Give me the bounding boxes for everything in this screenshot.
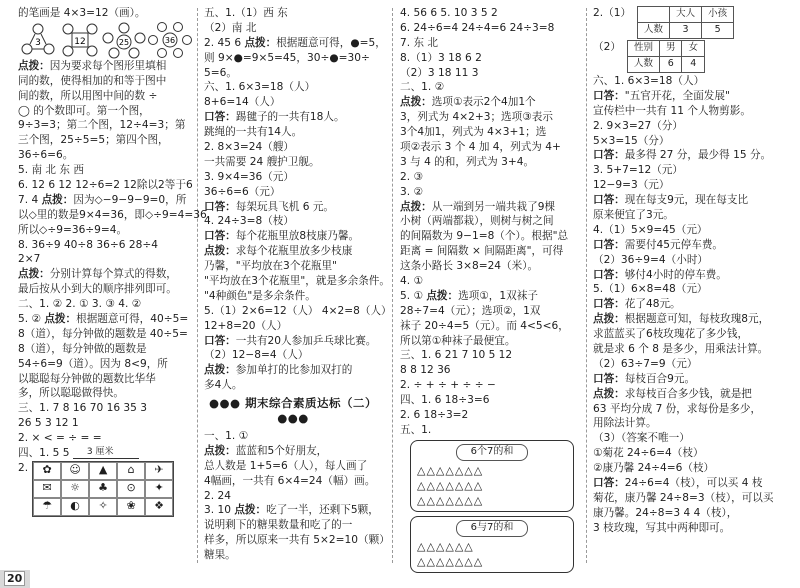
column-2 <box>204 6 392 563</box>
keyword-label: 口答： <box>593 149 625 162</box>
text-line: 54÷6=9（道）。因为 8<9，所 <box>18 357 168 370</box>
circle-figures <box>18 22 192 58</box>
table-header: 大人 <box>670 7 702 23</box>
text-line: 2. 8×3=24（艘） <box>204 141 294 154</box>
text-line: 63 平均分成 7 份，求每份是多少， <box>593 402 762 415</box>
text-line: 原来便宜了3元。 <box>593 209 674 222</box>
text-line: 28÷7=4（元）；选项②，1双 <box>400 304 541 317</box>
text-line: 的间隔数为 9−1=8（个）。根据"总 <box>400 230 569 243</box>
text-line: 2. 9×3=27（分） <box>593 119 683 132</box>
picture-cell-icon: ☼ <box>61 480 89 498</box>
triangle-row-icon: △△△△△△ <box>417 539 474 553</box>
text-line: 袜子 20÷4=5（元）。而 4<5<6， <box>400 319 569 332</box>
keyword-label: 口答： <box>593 238 625 251</box>
picture-cell-icon: ☺ <box>61 462 89 480</box>
keyword-label: 口答： <box>593 372 625 385</box>
text-line: 4. 56 6 5. 10 3 5 2 <box>400 7 498 19</box>
text-line: 口答：现在每支9元，现在每支比 <box>593 194 749 207</box>
text-line: 3 与 4 的和，列式为 3+4。 <box>400 155 535 168</box>
triangle-row-icon: △△△△△△△ <box>417 478 484 492</box>
picture-cell-icon: ✉ <box>33 480 61 498</box>
text-line: 六、1. 6×3=18（人） <box>204 81 316 94</box>
text-line: 2. 24 <box>204 489 231 502</box>
text-line: 二、1. ② 2. ① 3. ③ 4. ② <box>18 298 142 311</box>
keyword-label: 口答： <box>593 194 625 207</box>
keyword-label: 口答： <box>204 200 236 213</box>
gender-table <box>627 40 705 73</box>
picture-cell-icon: ❖ <box>145 498 173 516</box>
picture-cell-icon: ✈ <box>145 462 173 480</box>
text-line: （2）36÷9=4（小时） <box>593 253 709 266</box>
text-line: 六、1. 6×3=18（人） <box>593 75 705 87</box>
section-title <box>204 396 382 426</box>
keyword-label: 点拨： <box>204 364 236 377</box>
text-line: ②康乃馨 24÷4=6（枝） <box>593 462 715 475</box>
text-line: 所以第①种袜子最便宜。 <box>400 334 516 347</box>
text-line: 小树（两端都栽），则树与树之间 <box>400 215 554 228</box>
triangle-box-header: 6与7的和 <box>456 520 528 537</box>
text-line: 8（道），每分钟做的题数是 <box>18 342 147 355</box>
circle-figure-pentagon-icon <box>102 22 146 58</box>
keyword-label: 点拨： <box>400 200 432 213</box>
keyword-label: 点拨： <box>593 387 625 400</box>
keyword-label: 口答： <box>593 477 625 490</box>
text-line: 点拨：求每个花瓶里放多少枝康 <box>204 245 353 258</box>
circle-number: 36 <box>164 35 176 45</box>
text-line: 康乃馨。24÷8=3 4 4（枝）， <box>593 506 738 519</box>
keyword-label: 口答： <box>204 111 236 124</box>
table-header: 小孩 <box>702 7 734 23</box>
text-line: 6. 24÷6=4 24÷4=6 24÷3=8 <box>400 21 555 34</box>
table-header: 男 <box>659 41 682 57</box>
section-title-dots: ●●● <box>277 411 309 426</box>
picture-cell-icon: ⌂ <box>117 462 145 480</box>
keyword-label: 点拨： <box>400 96 432 109</box>
text-line: 5=6。 <box>204 66 237 79</box>
text-line: 8 8 12 36 <box>400 364 451 377</box>
text-line: 26 5 3 12 1 <box>18 417 79 430</box>
table-header: 女 <box>682 41 705 57</box>
text-line: 的笔画是 4×3=12（画）。 <box>18 7 146 19</box>
column-divider-2 <box>392 8 393 563</box>
text-line: 三、1. 7 8 16 70 16 35 3 <box>18 402 148 415</box>
text-line: 乃馨，"平均放在3个花瓶里" <box>204 260 338 273</box>
circle-number: 25 <box>118 37 130 47</box>
text-line: 点拨：根据题意可知，每枝玫瑰8元， <box>593 313 770 326</box>
text-line: 5. ② 点拨：根据题意可得，40÷5= <box>18 313 189 326</box>
text-line: 7. 东 北 <box>400 36 439 49</box>
question-label: （2） <box>593 41 621 53</box>
text-line: 口答：够付4小时的停车费。 <box>593 268 727 281</box>
text-line: 2×7 <box>18 253 41 266</box>
text-line: 5.（1）6×8=48（元） <box>593 283 708 296</box>
circle-number: 3 <box>35 37 41 48</box>
text-line: 4.（1）5×9=45（元） <box>593 223 708 236</box>
picture-cell-icon: ◐ <box>61 498 89 516</box>
text-line: 3个4加1，列式为 4×3+1；选 <box>400 126 547 139</box>
text-line: 2. × < = ÷ = = <box>18 432 102 445</box>
section-title-text: 期末综合素质达标（二） <box>245 396 378 411</box>
triangle-box-6plus7 <box>410 516 574 573</box>
text-line: 口答：每个花瓶里放8枝康乃馨。 <box>204 230 360 243</box>
text-line: （2）12−8=4（人） <box>204 349 309 362</box>
text-line: 口答：24÷6=4（枝），可以买 4 枝 <box>593 477 763 490</box>
text-line: 用除法计算。 <box>593 417 657 430</box>
text-line: 距离 = 间隔数 × 间隔距离"，可得 <box>400 245 564 258</box>
text-line: 3 枝玫瑰，写其中两种即可。 <box>593 521 731 534</box>
table-row-2 <box>593 40 783 74</box>
text-line: 点拨：参加单打的比参加双打的 <box>204 364 353 377</box>
circle-figure-hexagon-icon <box>148 22 192 58</box>
text-line: 5. 南 北 东 西 <box>18 164 84 177</box>
text-line: 口答：最多得 27 分，最少得 15 分。 <box>593 149 772 162</box>
text-line: 一、1. ① <box>204 429 249 442</box>
table-cell: 6 <box>659 56 682 72</box>
keyword-label: 口答： <box>204 334 236 347</box>
question-label: 2.（1） <box>593 7 632 19</box>
text-line: "4种颜色"是多余条件。 <box>204 289 316 302</box>
keyword-label: 点拨： <box>204 245 236 258</box>
text-line: 点拨：从一端到另一端共栽了9棵 <box>400 200 556 213</box>
circle-figure-triangle-icon <box>18 22 58 58</box>
text-line: 二、1. ② <box>400 81 445 94</box>
text-line: 口答：一共有20人参加乒乓球比赛。 <box>204 334 377 347</box>
keyword-label: 点拨： <box>244 36 277 49</box>
column-divider-3 <box>586 8 587 563</box>
text-line: （2）3 18 11 3 <box>400 66 479 79</box>
text-line: 3. 5+7=12（元） <box>593 164 683 177</box>
text-line: 8. 36÷9 40÷8 36÷6 28÷4 <box>18 238 158 251</box>
text-line: 8（道），每分钟做的题数是 40÷5= <box>18 327 188 340</box>
table-cell: 3 <box>670 22 702 38</box>
text-line: 宣传栏中一共有 11 个人物剪影。 <box>593 104 751 117</box>
keyword-label: 口答： <box>204 230 236 243</box>
page-number: 20 <box>4 571 25 586</box>
text-line: 6. 12 6 12 12÷6=2 12除以2等于6 <box>18 179 193 192</box>
text-line: 以聪聪每分钟做的题数比华华 <box>18 372 156 385</box>
text-line: 糖果。 <box>204 549 236 562</box>
table-cell: 人数 <box>638 22 670 38</box>
table-cell: 人数 <box>627 56 659 72</box>
keyword-label: 口答： <box>593 89 625 102</box>
triangle-row-icon: △△△△△△△ <box>417 463 484 477</box>
text-line-with-ruler <box>18 446 192 461</box>
picture-cell-icon: ⊙ <box>117 480 145 498</box>
text-line: 说明剩下的糖果数量和吃了的一 <box>204 519 353 532</box>
keyword-label: 点拨： <box>41 193 74 206</box>
text-line: 间的数，所以用图中间的数 ÷ <box>18 89 158 102</box>
triangle-row-icon: △△△△△△△ <box>417 554 484 568</box>
people-table <box>637 6 734 39</box>
text-line: 2. <box>18 461 29 474</box>
text-line: （2）63÷7=9（元） <box>593 357 698 370</box>
keyword-label: 口答： <box>593 268 625 281</box>
text-line: 点拨：求每枝百合多少钱，就是把 <box>593 387 752 400</box>
text-line: 最后按从小到大的顺序排列即可。 <box>18 283 177 296</box>
text-line: 多4人。 <box>204 379 243 392</box>
text-line: 口答：踢毽子的一共有18人。 <box>204 111 345 124</box>
text-line: 总人数是 1+5=6（人），每人画了 <box>204 459 368 472</box>
picture-cell-icon: ✦ <box>145 480 173 498</box>
text-line: 口答：每枝百合9元。 <box>593 372 696 385</box>
text-line: 四、1. 6 18÷3=6 <box>400 394 490 407</box>
text-line: 3，列式为 4×2+3；选项③表示 <box>400 111 553 124</box>
text-line: 点拨：蓝蓝和5个好朋友， <box>204 444 328 457</box>
text-line: 36÷6=6（元） <box>204 185 281 198</box>
text-line: 点拨：因为要求每个图形里填相 <box>18 59 167 72</box>
triangle-box-6x7 <box>410 440 574 512</box>
text-line: （2）南 北 <box>204 21 257 34</box>
keyword-label: 点拨： <box>18 59 50 72</box>
picture-cell-icon: ♣ <box>89 480 117 498</box>
text-line: 一共需要 24 艘护卫舰。 <box>204 155 320 168</box>
text-line: ◯ 的个数即可。第一个图， <box>18 104 150 117</box>
text-line: 12+8=20（人） <box>204 319 288 332</box>
text-line: 9÷3=3；第二个图，12÷4=3；第 <box>18 119 186 132</box>
table-header <box>638 7 670 23</box>
text-line: 7. 4 点拨：因为◇−9−9−9=0，所 <box>18 193 187 206</box>
keyword-label: 点拨： <box>18 268 50 281</box>
table-cell: 4 <box>682 56 705 72</box>
picture-grid <box>32 461 174 517</box>
text-line: 2. 45 6 点拨：根据题意可得，●=5， <box>204 36 386 49</box>
text-line: 口答："五官开花，全面发展" <box>593 89 730 102</box>
text-line: 四、1. 5 5 <box>18 447 70 460</box>
text-line: 就是求 6 个 8 是多少，用乘法计算。 <box>593 343 769 356</box>
column-divider-1 <box>197 8 198 563</box>
text-line: （3）（答案不唯一） <box>593 432 690 445</box>
text-line: 跳绳的一共有14人。 <box>204 126 303 139</box>
text-line: 8.（1）3 18 6 2 <box>400 51 482 64</box>
text-line: 五、1. <box>400 423 432 436</box>
text-line: ①菊花 24÷6=4（枝） <box>593 447 704 460</box>
text-line: 求蓝蓝买了6枝玫瑰花了多少钱， <box>593 328 749 341</box>
text-line: 3. ② <box>400 185 423 198</box>
text-line: 同的数，使得相加的和等于图中 <box>18 74 167 87</box>
text-line: 4幅画，一共有 6×4=24（幅）画。 <box>204 474 376 487</box>
column-4 <box>593 6 783 536</box>
text-line: 4. 24÷3=8（枝） <box>204 215 294 228</box>
text-line: 口答：每架玩具飞机 6 元。 <box>204 200 335 213</box>
text-line: 5. ① 点拨：选项①，1双袜子 <box>400 289 538 302</box>
text-line: 样多，所以原来一共有 5×2=10（颗） <box>204 534 390 547</box>
triangle-row-icon: △△△△△△△ <box>417 493 484 507</box>
text-line: 口答：需要付45元停车费。 <box>593 238 724 251</box>
text-line: 所以◇÷9=36÷9=4。 <box>18 223 128 236</box>
keyword-label: 点拨： <box>593 313 625 326</box>
text-line: 菊花，康乃馨 24÷8=3（枝），可以买 <box>593 491 774 504</box>
text-line: 三个图，25÷5=5；第四个图， <box>18 134 169 147</box>
text-line: 点拨：选项①表示2个4加1个 <box>400 96 536 109</box>
keyword-label: 点拨： <box>234 504 267 517</box>
text-line: 则 9×●=9×5=45，30÷●=30÷ <box>204 51 370 64</box>
text-line: 12−9=3（元） <box>593 179 670 192</box>
table-row-1 <box>593 6 783 40</box>
circle-number: 12 <box>74 36 86 47</box>
picture-cell-icon: ❀ <box>117 498 145 516</box>
text-line: 5×3=15（分） <box>593 134 670 147</box>
picture-cell-icon: ▲ <box>89 462 117 480</box>
text-line: 5.（1）2×6=12（人） 4×2=8（人） <box>204 304 392 317</box>
text-line: 多，所以聪聪做得快。 <box>18 387 124 400</box>
ruler-figure <box>73 448 139 459</box>
text-line: 以◇里的数是9×4=36，即◇÷9=4=36， <box>18 208 218 221</box>
text-line: 这条小路长 3×8=24（米）。 <box>400 260 539 273</box>
keyword-label: 点拨： <box>204 444 236 457</box>
ruler-label: 3 厘米 <box>86 446 114 457</box>
table-cell: 5 <box>702 22 734 38</box>
column-3 <box>400 6 578 577</box>
keyword-label: 点拨： <box>426 289 459 302</box>
text-line: 三、1. 6 21 7 10 5 12 <box>400 349 513 362</box>
keyword-label: 口答： <box>593 298 625 311</box>
text-line: 3. 9×4=36（元） <box>204 170 294 183</box>
text-line: 2. ÷ + ÷ + ÷ ÷ − <box>400 379 496 392</box>
triangle-box-header: 6个7的和 <box>456 444 528 461</box>
text-line: 项②表示 3 个 4 加 4，列式为 4+ <box>400 141 561 154</box>
picture-cell-icon: ☂ <box>33 498 61 516</box>
section-title-dots: ●●● <box>208 396 241 411</box>
text-line: 8+6=14（人） <box>204 96 281 109</box>
table-header: 性别 <box>627 41 659 57</box>
text-line: 点拨：分别计算每个算式的得数， <box>18 268 177 281</box>
picture-cell-icon: ✿ <box>33 462 61 480</box>
keyword-label: 点拨： <box>44 313 77 326</box>
text-line: 2. 6 18÷3=2 <box>400 409 469 422</box>
picture-cell-icon: ✧ <box>89 498 117 516</box>
text-line: 4. ① <box>400 275 423 288</box>
text-line: 口答：花了48元。 <box>593 298 681 311</box>
circle-figure-square-icon <box>60 22 100 58</box>
text-line: 五、1.（1）西 东 <box>204 7 288 19</box>
text-line: 36÷6=6。 <box>18 149 74 162</box>
text-line: 3. 10 点拨：吃了一半，还剩下5颗， <box>204 504 379 517</box>
text-line: "平均放在3个花瓶里"，就是多余条件。 <box>204 275 390 288</box>
picture-answer <box>18 461 192 517</box>
text-line: 2. ③ <box>400 170 423 183</box>
